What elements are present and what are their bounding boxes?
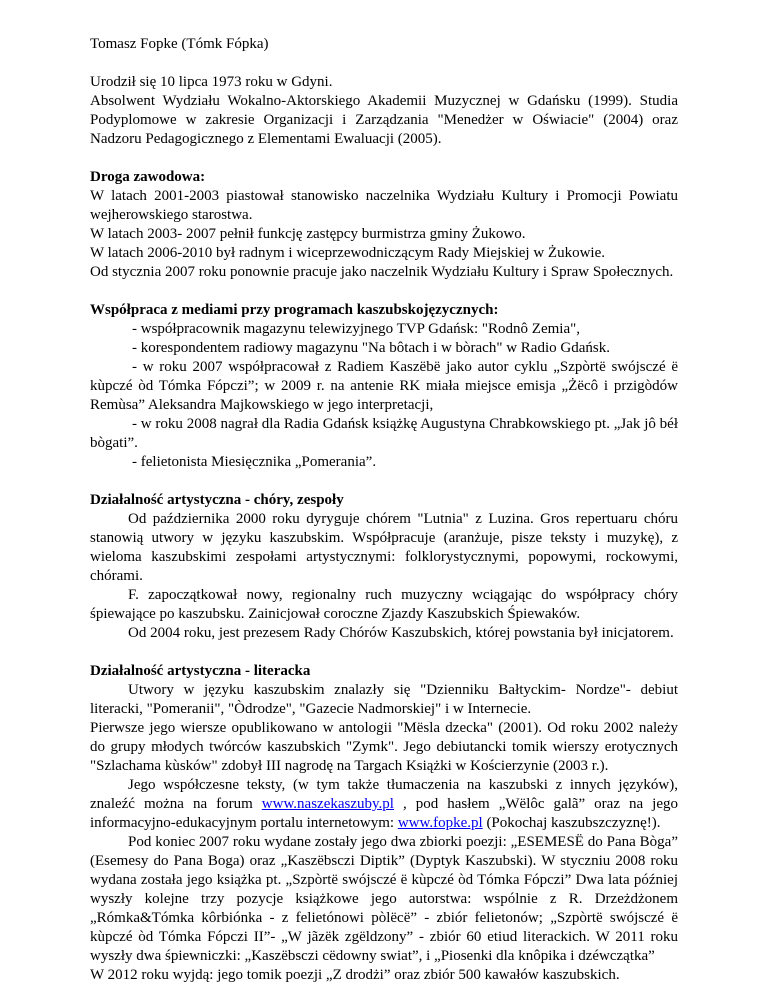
literary-text: , pod hasłem „Wëlôc galã” oraz na jego informacyjno-edukacyjnym portalu internetowym: xyxy=(90,796,678,831)
media-item: - felietonista Miesięcznika „Pomerania”. xyxy=(132,454,377,470)
choirs-paragraph: F. zapoczątkował nowy, regionalny ruch muzyczny wciągając do współpracy chóry śpiewające po kaszubsku. Zainicjował coroczne Zjazdy Kaszubskich Śpiewaków. xyxy=(90,587,678,622)
choirs-heading: Działalność artystyczna - chóry, zespoły xyxy=(90,492,344,508)
literary-heading: Działalność artystyczna - literacka xyxy=(90,663,311,679)
career-heading: Droga zawodowa: xyxy=(90,169,206,185)
choirs-paragraph: Od października 2000 roku dyryguje chórem "Lutnia" z Luzina. Gros repertuaru chóru stanowią utwory w języku kaszubskim. Współpracuje (aranżuje, pisze teksty i muzykę), z wieloma kaszubskimi zespołami artystycznymi: folklorystycznymi, popowymi, rockowymi, chórami. xyxy=(90,511,678,584)
page-title: Tomasz Fopke (Tómk Fópka) xyxy=(90,36,269,52)
media-item: - w roku 2008 nagrał dla Radia Gdańsk książkę Augustyna Chrabkowskiego pt. „Jak jô béł bògati”. xyxy=(90,416,678,451)
literary-paragraph xyxy=(90,776,678,833)
career-line: Od stycznia 2007 roku ponownie pracuje jako naczelnik Wydziału Kultury i Spraw Społecznych. xyxy=(90,264,674,280)
naszekaszuby-link[interactable]: www.naszekaszuby.pl xyxy=(261,796,394,812)
media-heading: Współpraca z mediami przy programach kaszubskojęzycznych: xyxy=(90,302,499,318)
literary-paragraph: W 2012 roku wyjdą: jego tomik poezji „Z drodżi” oraz zbiór 500 kawałów kaszubskich. xyxy=(90,967,620,983)
literary-text: Jego współczesne teksty, (w tym także tłumaczenia na kaszubski z innych języków), znaleźć można na forum xyxy=(90,777,678,812)
media-item: - współpracownik magazynu telewizyjnego TVP Gdańsk: "Rodnô Zemia", xyxy=(132,321,580,337)
literary-paragraph: Utwory w języku kaszubskim znalazły się "Dzienniku Bałtyckim- Nordze"- debiut literacki, "Pomeranii", "Òdrodze", "Gazecie Nadmorskiej" i w Internecie. xyxy=(90,682,678,717)
literary-paragraph: Pod koniec 2007 roku wydane zostały jego dwa zbiorki poezji: „ESEMESË do Pana Bòga” (Esemesy do Pana Boga) oraz „Kaszëbsczi Diptik” (Dyptyk Kaszubski). W styczniu 2008 roku wydana została jego książka pt. „Szpòrtë swójsczé ë kùpczé òd Tómka Fópczi” Dwa lata później wyszły kolejne trzy pozycje książkowe jego autorstwa: wspólnie z R. Drzeżdżonem „Rómka&Tómka kôrbiónka - z felietónowi pòlëcë” - zbiór felietonów; „Szpòrtë swójsczé ë kùpczé òd Tómka Fópczi II”- „W jãzëk zgëldzony” - zbiór 60 etiud literackich. W 2011 roku wyszły dwa śpiewniczki: „Kaszëbsczi cëdowny swiat”, i „Piosenki dla knôpika i dzéwczątka” xyxy=(90,834,678,964)
career-line: W latach 2006-2010 był radnym i wiceprzewodniczącym Rady Miejskiej w Żukowie. xyxy=(90,245,605,261)
literary-paragraph: Pierwsze jego wiersze opublikowano w antologii "Mësla dzecka" (2001). Od roku 2002 należy do grupy młodych twórców kaszubskich "Zymk". Jego debiutancki tomik wierszy erotycznych "Szlachama kùsków" zdobył III nagrodę na Targach Książki w Kościerzynie (2003 r.). xyxy=(90,720,678,774)
media-item: - korespondentem radiowy magazynu "Na bôtach i w bòrach" w Radio Gdańsk. xyxy=(132,340,610,356)
education-paragraph: Absolwent Wydziału Wokalno-Aktorskiego Akademii Muzycznej w Gdańsku (1999). Studia Podyplomowe w zakresie Organizacji i Zarządzania "Menedżer w Oświacie" (2004) oraz Nadzoru Pedagogicznego z Elementami Ewaluacji (2005). xyxy=(90,93,678,147)
fopke-link[interactable]: www.fopke.pl xyxy=(397,815,483,831)
career-line: W latach 2003- 2007 pełnił funkcję zastępcy burmistrza gminy Żukowo. xyxy=(90,226,526,242)
literary-text: (Pokochaj kaszubszczyznę!). xyxy=(482,815,661,831)
birth-line: Urodził się 10 lipca 1973 roku w Gdyni. xyxy=(90,74,333,90)
media-item: - w roku 2007 współpracował z Radiem Kaszëbë jako autor cyklu „Szpòrtë swójsczé ë kùpczé òd Tómka Fópczi”; w 2009 r. na antenie RK miała miejsce emisja „Żëcô i przigòdów Remùsa” Aleksandra Majkowskiego w jego interpretacji, xyxy=(90,359,678,413)
choirs-paragraph: Od 2004 roku, jest prezesem Rady Chórów Kaszubskich, której powstania był inicjatorem. xyxy=(128,625,674,641)
career-line: W latach 2001-2003 piastował stanowisko naczelnika Wydziału Kultury i Promocji Powiatu wejherowskiego starostwa. xyxy=(90,188,678,223)
